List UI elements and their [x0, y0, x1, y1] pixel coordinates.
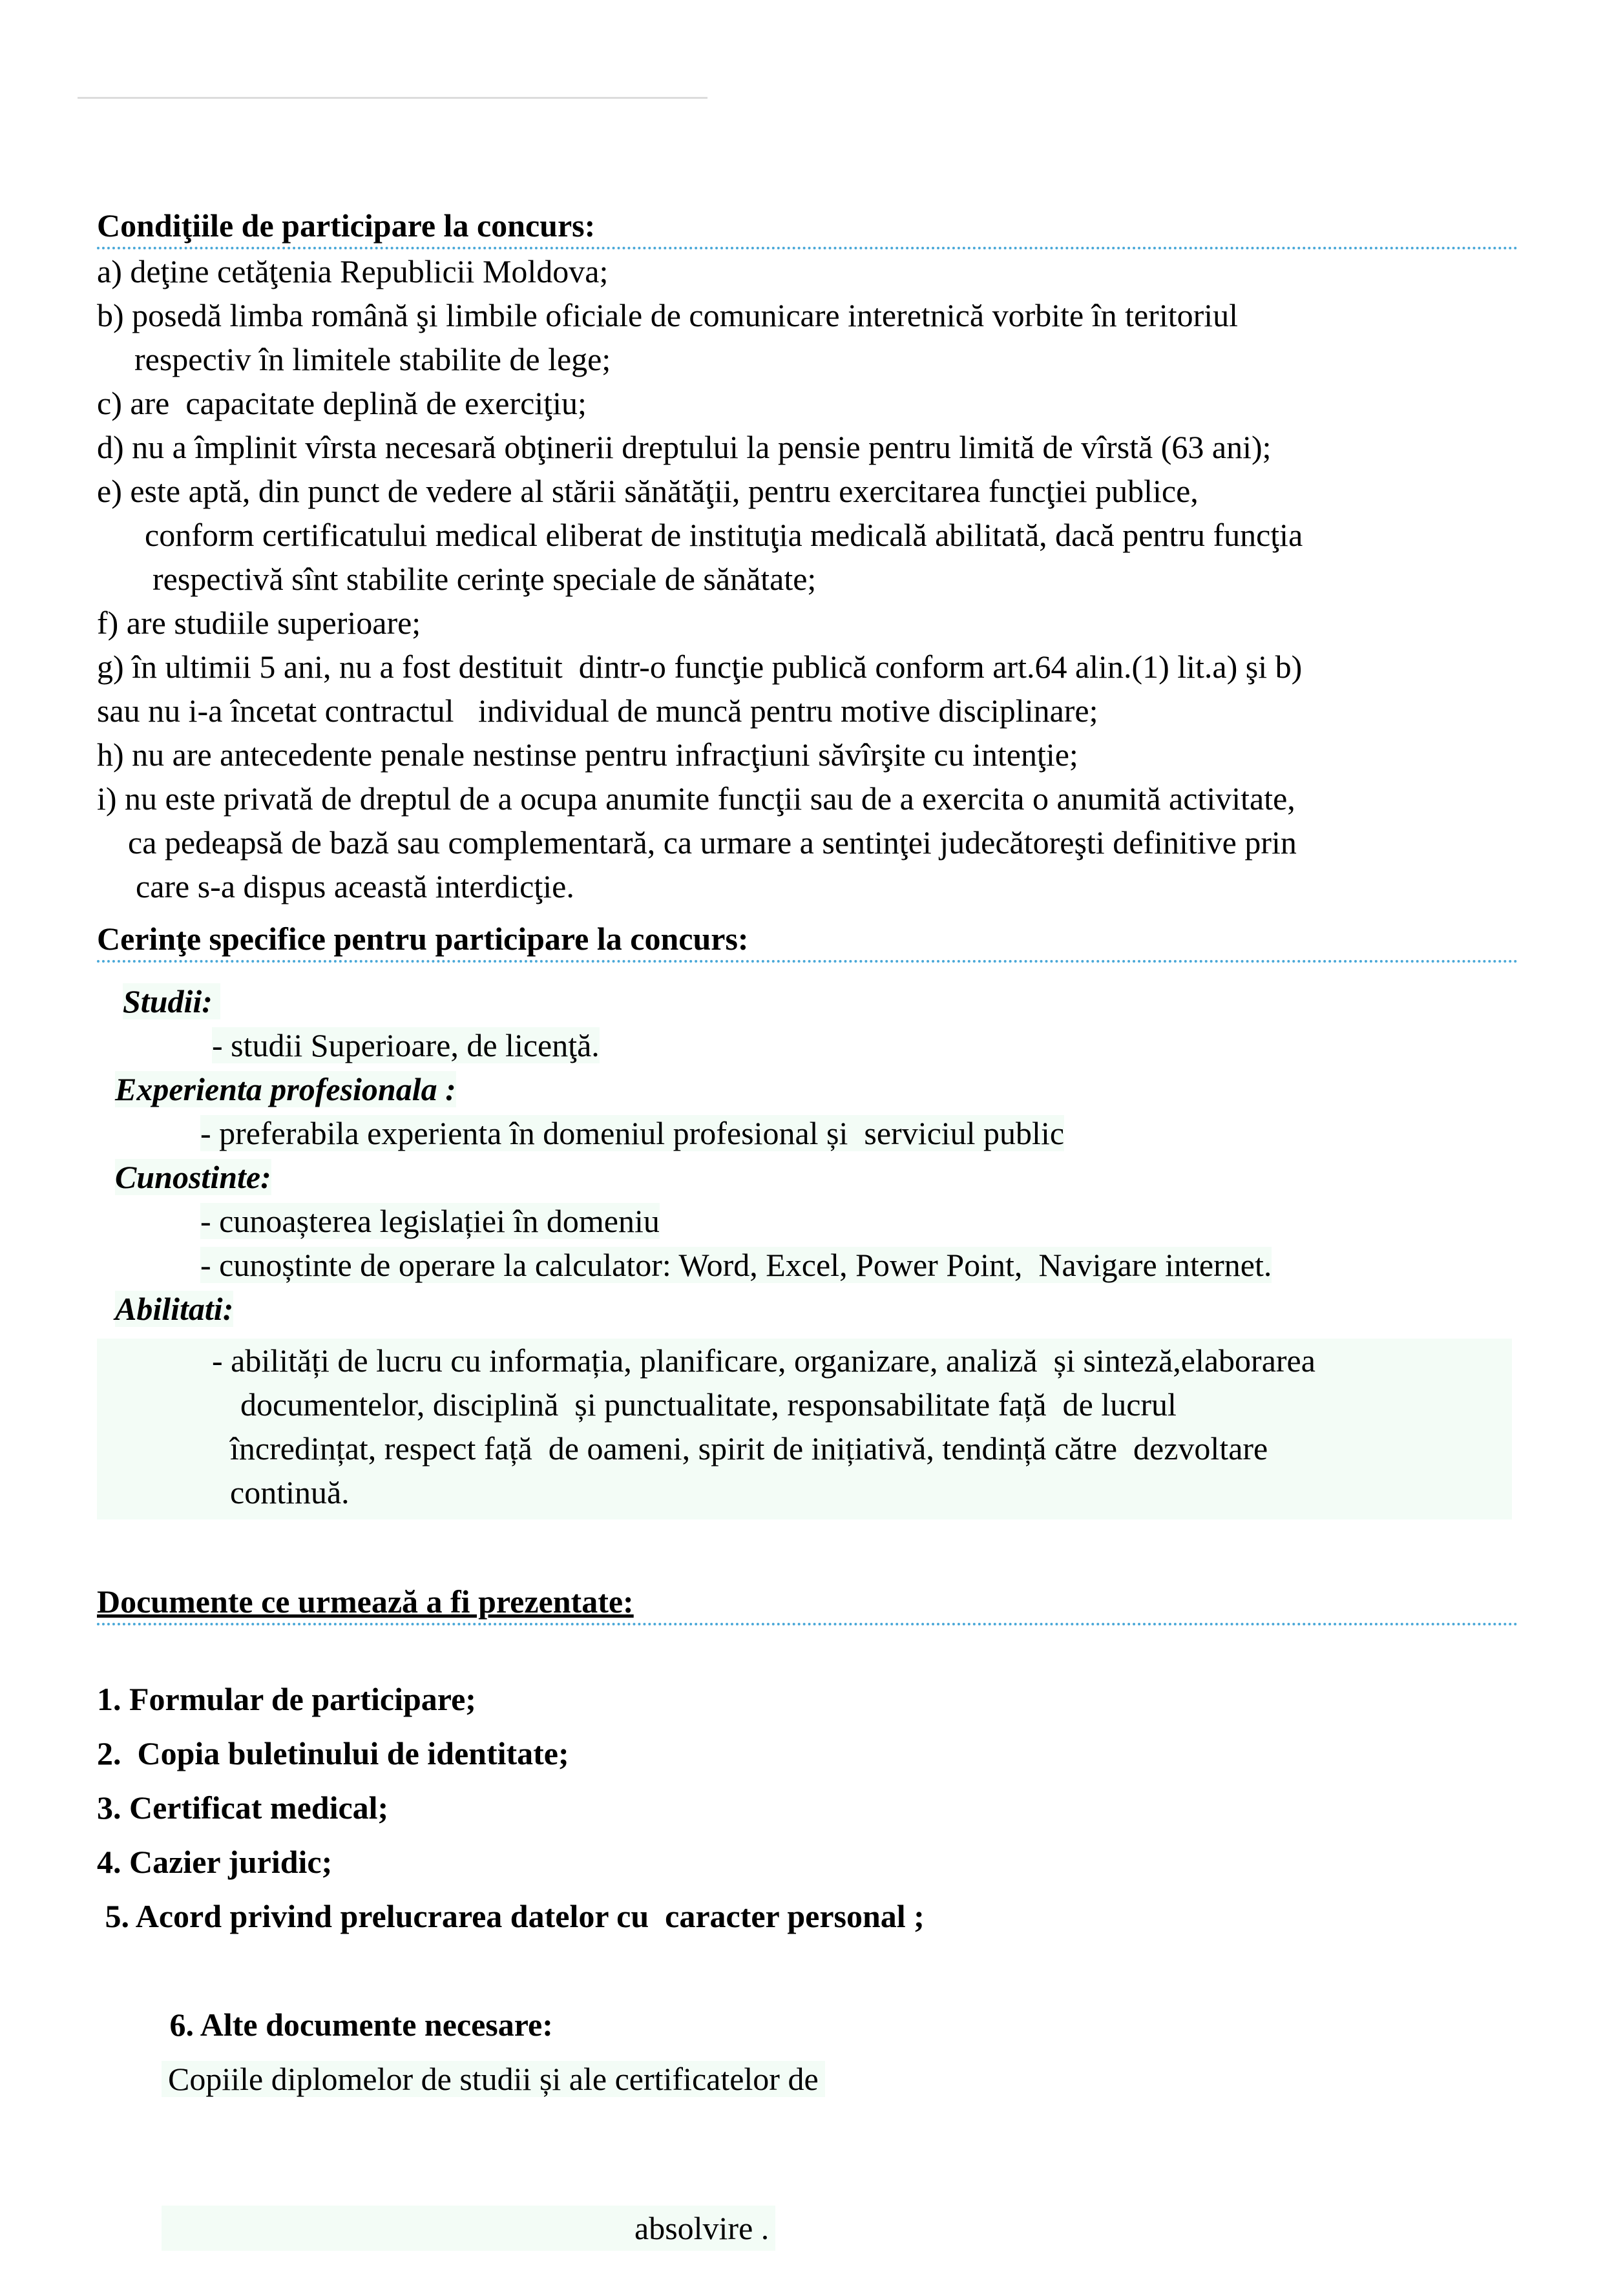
document-item: 5. Acord privind prelucrarea datelor cu caracter personal ; — [97, 1898, 925, 1934]
document-item: 3. Certificat medical; — [97, 1790, 389, 1826]
condition-line: b) posedă limba română şi limbile oficiale de comunicare interetnică vorbite în teritoriul — [97, 297, 1239, 333]
condition-line: ca pedeapsă de bază sau complementară, ca urmare a sentinţei judecătoreşti definitive prin — [128, 824, 1297, 861]
condition-line: a) deţine cetăţenia Republicii Moldova; — [97, 253, 609, 289]
document-item-6-value-cont: absolvire . — [162, 2206, 775, 2251]
document-item-6 — [97, 1943, 1518, 2160]
document-page — [97, 205, 1518, 2296]
documents-section — [97, 1581, 1518, 2296]
condition-line: d) nu a împlinit vîrsta necesară obţinerii dreptului la pensie pentru limită de vîrstă (63 ani); — [97, 429, 1272, 465]
abilitati-label: Abilitati: — [115, 1291, 234, 1327]
conditions-heading: Condiţiile de participare la concurs: — [97, 205, 1518, 249]
abilitati-block — [97, 1339, 1512, 1519]
abilitati-line: documentelor, disciplină și punctualitate, responsabilitate față de lucrul — [240, 1386, 1177, 1423]
condition-line: respectivă sînt stabilite cerinţe speciale de sănătate; — [152, 561, 817, 597]
header-rule — [78, 97, 707, 99]
studii-label: Studii: — [123, 983, 220, 1019]
cunostinte-item: - cunoștinte de operare la calculator: Word, Excel, Power Point, Navigare internet. — [200, 1247, 1272, 1283]
conditions-section — [97, 205, 1518, 908]
condition-line: f) are studiile superioare; — [97, 605, 421, 641]
document-item-6-value: Copiile diplomelor de studii și ale certificatelor de — [162, 2061, 825, 2097]
cunostinte-label: Cunostinte: — [115, 1159, 271, 1195]
experienta-item: - preferabila experienta în domeniul profesional și serviciul public — [200, 1115, 1065, 1151]
cunostinte-item: - cunoașterea legislației în domeniu — [200, 1203, 660, 1239]
abilitati-line: continuă. — [230, 1474, 350, 1510]
requirements-heading: Cerinţe specifice pentru participare la concurs: — [97, 919, 1518, 963]
studii-item: - studii Superioare, de licenţă. — [212, 1027, 600, 1063]
condition-line: c) are capacitate deplină de exerciţiu; — [97, 385, 587, 421]
condition-line: conform certificatului medical eliberat de instituţia medicală abilitată, dacă pentru funcţia — [145, 517, 1303, 553]
abilitati-line: - abilități de lucru cu informația, planificare, organizare, analiză și sinteză,elaborarea — [212, 1342, 1315, 1379]
experienta-label: Experienta profesionala : — [115, 1071, 456, 1107]
abilitati-line: încredințat, respect față de oameni, spirit de inițiativă, tendință către dezvoltare — [230, 1430, 1268, 1466]
document-item-6-label: 6. Alte documente necesare: — [162, 2007, 553, 2043]
requirements-section — [97, 919, 1518, 1519]
condition-line: g) în ultimii 5 ani, nu a fost destituit dintr-o funcţie publică conform art.64 alin.(1) lit.a) şi b) — [97, 649, 1303, 685]
condition-line: h) nu are antecedente penale nestinse pentru infracţiuni săvîrşite cu intenţie; — [97, 736, 1078, 773]
condition-line: i) nu este privată de dreptul de a ocupa anumite funcţii sau de a exercita o anumită activitate, — [97, 780, 1295, 817]
document-item: 4. Cazier juridic; — [97, 1844, 333, 1880]
documents-heading: Documente ce urmează a fi prezentate: — [97, 1583, 634, 1620]
condition-line: sau nu i-a încetat contractul individual de muncă pentru motive disciplinare; — [97, 693, 1098, 729]
condition-line: care s-a dispus această interdicţie. — [136, 868, 574, 904]
document-item: 1. Formular de participare; — [97, 1681, 476, 1717]
condition-line: respectiv în limitele stabilite de lege; — [134, 341, 611, 377]
condition-line: e) este aptă, din punct de vedere al stării sănătăţii, pentru exercitarea funcţiei publice, — [97, 473, 1199, 509]
document-item: 2. Copia buletinului de identitate; — [97, 1735, 569, 1771]
